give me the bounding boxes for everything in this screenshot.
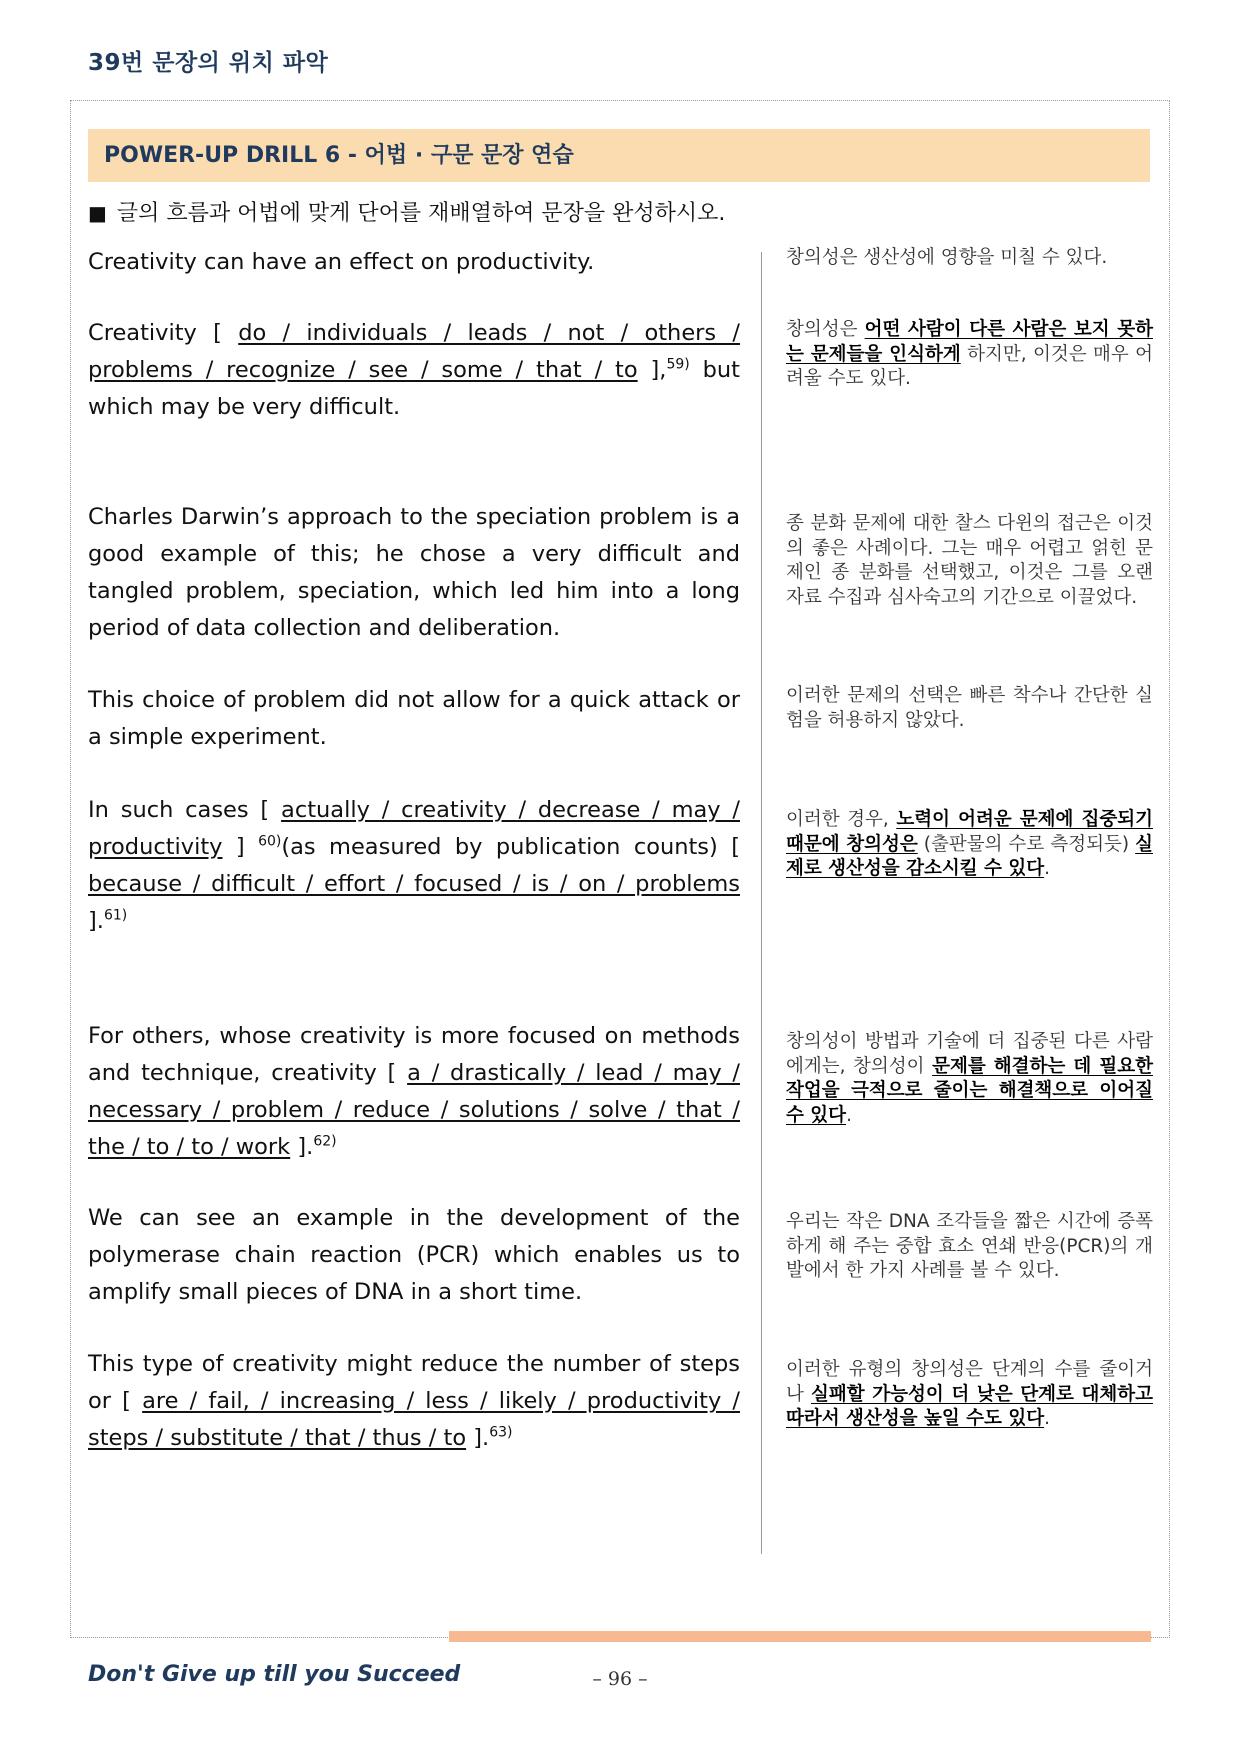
word-bank-61: because / difficult / effort / focused / is / on / problems (88, 871, 740, 897)
instruction-text: 글의 흐름과 어법에 맞게 단어를 재배열하여 문장을 완성하시오. (116, 201, 726, 226)
footer-slogan: Don't Give up till you Succeed (88, 1662, 461, 1687)
page-header-title: 39번 문장의 위치 파악 (88, 50, 329, 76)
english-sentence-8: This type of creativity might reduce the number of steps or [ are / fail, / increasing / less / likely / productivity / steps / substitute / that / thus / to ].$^{63)}$ (88, 1351, 740, 1451)
english-sentence-2: Creativity [ do / individuals / leads / not / others / problems / recognize / see / some / that / to ],$^{59)}$ but which may be very difficult. (88, 320, 740, 420)
answer-62: 문제를 해결하는 데 필요한 작업을 극적으로 줄이는 해결책으로 이어질 수 있다 (786, 1055, 1153, 1126)
english-sentence-3: Charles Darwin’s approach to the speciation problem is a good example of this; he chose a very difficult and tangled problem, speciation, which led him into a long period of data collection and deliberation. (88, 504, 740, 641)
korean-translation-5: 이러한 경우, 노력이 어려운 문제에 집중되기 때문에 창의성은 (출판물의 수로 측정되듯) 실제로 생산성을 감소시킬 수 있다. (786, 809, 1154, 879)
korean-translation-1: 창의성은 생산성에 영향을 미칠 수 있다. (786, 247, 1108, 268)
korean-translation-7: 우리는 작은 DNA 조각들을 짧은 시간에 증폭하게 해 주는 중합 효소 연쇄 반응(PCR)의 개발에서 한 가지 사례를 볼 수 있다. (786, 1211, 1153, 1281)
answer-59: 어떤 사람이 다른 사람은 보지 못하는 문제들을 인식하게 (786, 319, 1153, 365)
drill-banner: POWER-UP DRILL 6 - 어법 · 구문 문장 연습 (88, 129, 1150, 182)
instruction (88, 196, 725, 227)
korean-translation-2: 창의성은 어떤 사람이 다른 사람은 보지 못하는 문제들을 인식하게 하지만, 이것은 매우 어려울 수도 있다. (786, 319, 1153, 389)
word-bank-63: are / fail, / increasing / less / likely / productivity / steps / substitute / that / thus / to (88, 1388, 740, 1451)
question-number: 59) (666, 356, 690, 373)
question-number: 63) (489, 1424, 513, 1441)
word-bank-62: a / drastically / lead / may / necessary / problem / reduce / solutions / solve / that / the / to / to / work (88, 1060, 740, 1160)
page-number: – 96 – (592, 1668, 648, 1690)
square-bullet-icon: ■ (88, 201, 107, 225)
word-bank-60: actually / creativity / decrease / may / productivity (88, 797, 740, 860)
english-sentence-5: In such cases [ actually / creativity / decrease / may / productivity ] $^{60)}$(as measured by publication counts) [ because / difficult / effort / focused / is / on / problems ].$^{61)}$ (88, 797, 740, 934)
korean-translation-3: 종 분화 문제에 대한 찰스 다윈의 접근은 이것의 좋은 사례이다. 그는 매우 어렵고 얽힌 문제인 종 분화를 선택했고, 이것은 그를 오랜 자료 수집과 심사숙고의 기간으로 이끌었다. (786, 513, 1153, 608)
english-sentence-7: We can see an example in the development of the polymerase chain reaction (PCR) which enables us to amplify small pieces of DNA in a short time. (88, 1205, 740, 1305)
question-number: 62) (313, 1133, 337, 1150)
question-number: 61) (103, 907, 128, 924)
question-number: 60) (258, 833, 282, 850)
column-divider (761, 252, 762, 1554)
english-sentence-1: Creativity can have an effect on productivity. (88, 249, 595, 275)
answer-61: 실제로 생산성을 감소시킬 수 있다 (786, 833, 1154, 879)
english-sentence-6: For others, whose creativity is more focused on methods and technique, creativity [ a / drastically / lead / may / necessary / problem / reduce / solutions / solve / that / the / to / to / work ].$^{62)}$ (88, 1023, 740, 1160)
word-bank-59: do / individuals / leads / not / others / problems / recognize / see / some / that / to (88, 320, 740, 383)
english-sentence-4: This choice of problem did not allow for a quick attack or a simple experiment. (88, 687, 740, 750)
korean-translation-8: 이러한 유형의 창의성은 단계의 수를 줄이거나 실패할 가능성이 더 낮은 단계로 대체하고 따라서 생산성을 높일 수도 있다. (786, 1359, 1153, 1429)
answer-63: 실패할 가능성이 더 낮은 단계로 대체하고 따라서 생산성을 높일 수도 있다 (786, 1383, 1153, 1429)
korean-translation-6: 창의성이 방법과 기술에 더 집중된 다른 사람에게는, 창의성이 문제를 해결하는 데 필요한 작업을 극적으로 줄이는 해결책으로 이어질 수 있다. (786, 1031, 1153, 1126)
footer-accent-bar (449, 1631, 1151, 1642)
answer-60: 노력이 어려운 문제에 집중되기 때문에 창의성은 (786, 809, 1153, 855)
korean-translation-4: 이러한 문제의 선택은 빠른 착수나 간단한 실험을 허용하지 않았다. (786, 685, 1153, 731)
